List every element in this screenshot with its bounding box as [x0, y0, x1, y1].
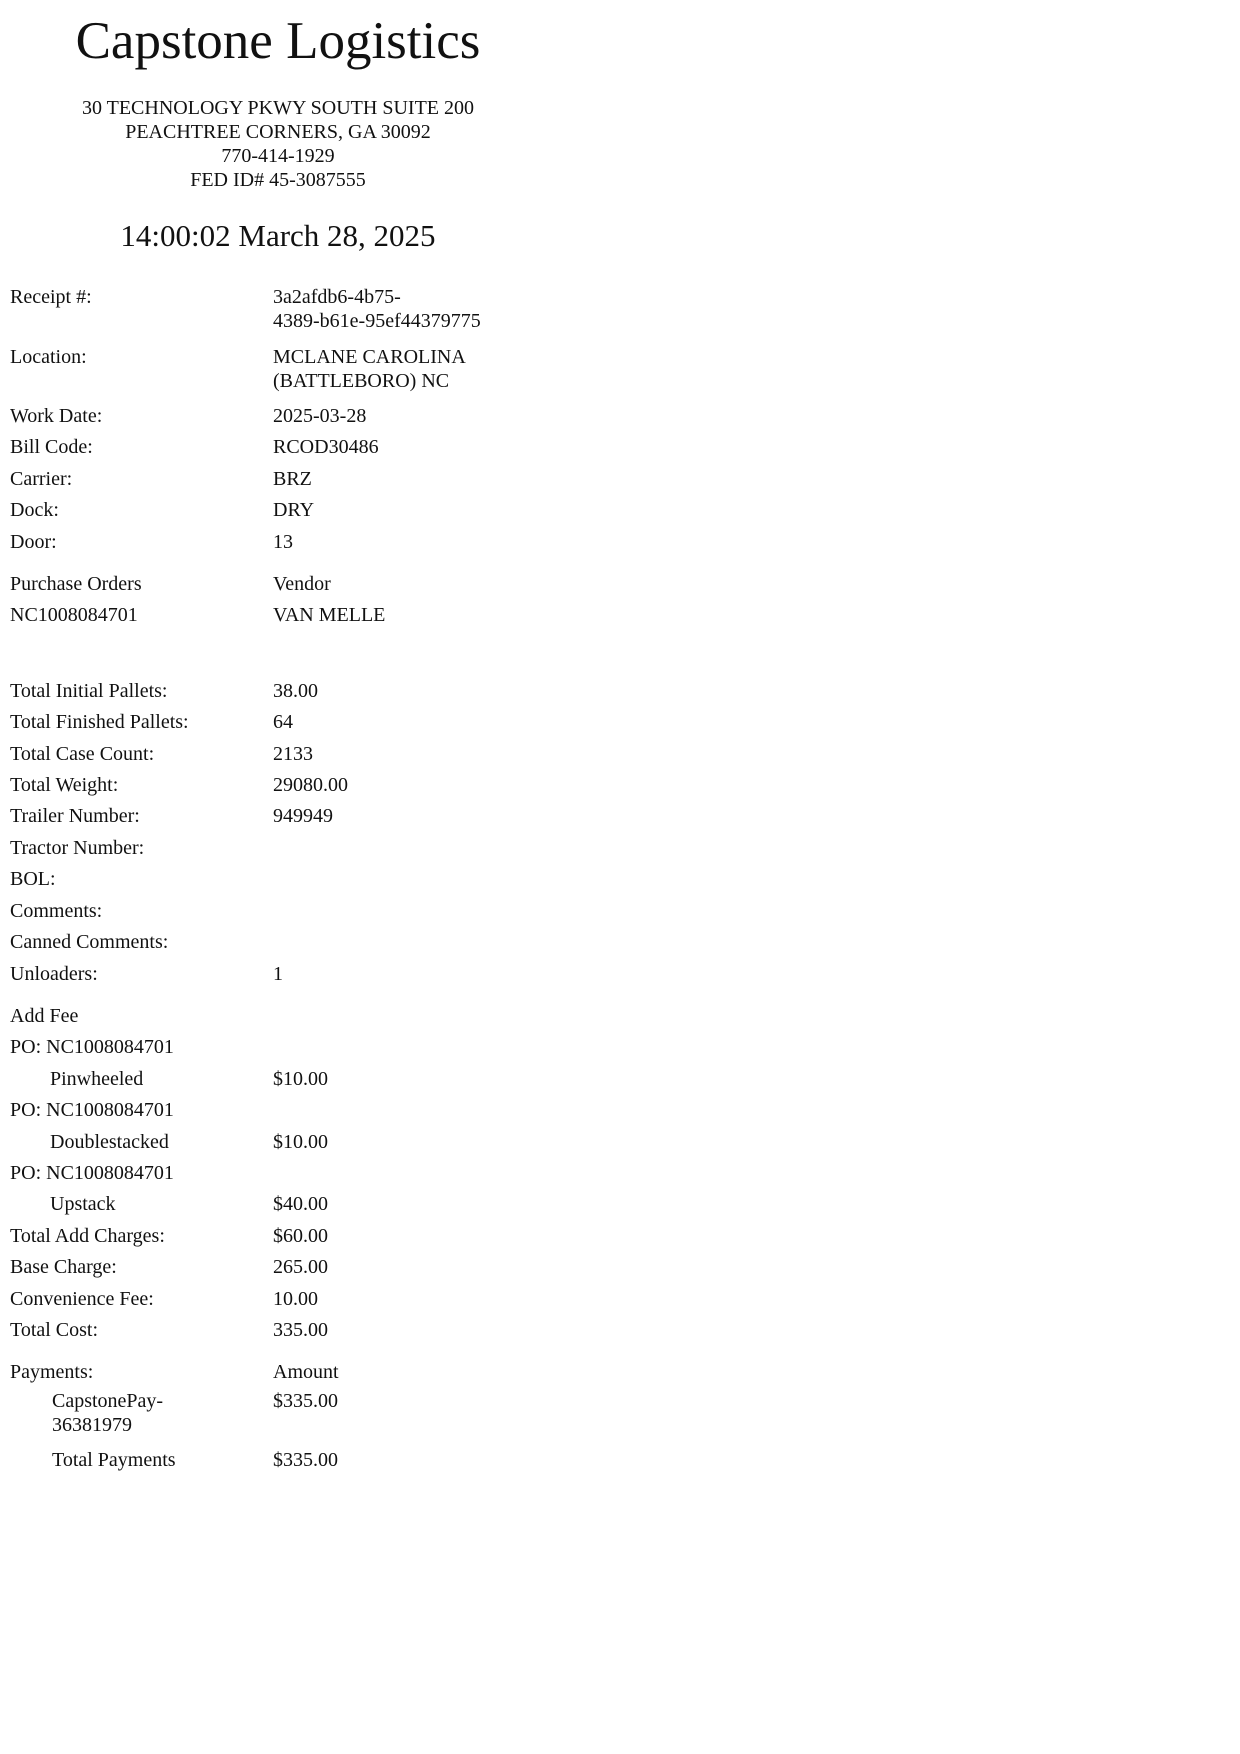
- total-payments-row: [10, 1445, 550, 1476]
- trailer-number-value: 949949: [273, 805, 333, 828]
- payment-method-line-1: CapstonePay-: [52, 1389, 164, 1412]
- fee-item-amount: $40.00: [273, 1193, 328, 1216]
- base-charge-label: Base Charge:: [10, 1256, 117, 1279]
- fee-item-row: [10, 1064, 550, 1095]
- fee-item-amount: $10.00: [273, 1067, 328, 1090]
- add-fee-heading-row: [10, 1001, 550, 1032]
- location-label: Location:: [10, 346, 87, 368]
- tractor-number-row: [10, 833, 550, 864]
- receipt-number-line-2: 4389-b61e-95ef44379775: [273, 310, 481, 332]
- fee-item-name: Upstack: [50, 1193, 116, 1216]
- fee-item-amount: $10.00: [273, 1130, 328, 1153]
- receipt-number-value: [273, 285, 550, 333]
- receipt-number-row: [10, 281, 550, 341]
- payment-method-line-2: 36381979: [52, 1413, 132, 1436]
- payments-header-row: [10, 1357, 550, 1388]
- dock-value: DRY: [273, 499, 315, 522]
- receipt-number-line-1: 3a2afdb6-4b75-: [273, 286, 401, 308]
- total-finished-pallets-row: [10, 707, 550, 738]
- fee-po-row: [10, 1032, 550, 1063]
- door-row: [10, 527, 550, 558]
- total-add-charges-label: Total Add Charges:: [10, 1224, 165, 1247]
- trailer-number-label: Trailer Number:: [10, 805, 140, 828]
- add-fee-heading: Add Fee: [10, 1004, 79, 1027]
- total-finished-pallets-value: 64: [273, 711, 293, 734]
- convenience-fee-value: 10.00: [273, 1287, 318, 1310]
- bill-code-row: [10, 432, 550, 463]
- fee-po-number: PO: NC1008084701: [10, 1036, 174, 1059]
- convenience-fee-label: Convenience Fee:: [10, 1287, 154, 1310]
- bol-row: [10, 864, 550, 895]
- bol-label: BOL:: [10, 868, 56, 891]
- total-initial-pallets-label: Total Initial Pallets:: [10, 679, 168, 702]
- carrier-value: BRZ: [273, 467, 312, 490]
- total-case-count-label: Total Case Count:: [10, 742, 155, 765]
- carrier-label: Carrier:: [10, 467, 73, 490]
- payment-method-amount: $335.00: [273, 1389, 338, 1412]
- total-case-count-value: 2133: [273, 742, 313, 765]
- total-case-count-row: [10, 739, 550, 770]
- purchase-order-row: [10, 600, 550, 631]
- location-row: [10, 341, 550, 401]
- tractor-number-label: Tractor Number:: [10, 836, 145, 859]
- unloaders-label: Unloaders:: [10, 962, 98, 985]
- base-charge-row: [10, 1252, 550, 1283]
- location-line-1: MCLANE CAROLINA: [273, 346, 466, 368]
- purchase-orders-header: [10, 569, 550, 600]
- total-weight-row: [10, 770, 550, 801]
- fee-po-row: [10, 1158, 550, 1189]
- total-payments-label: Total Payments: [52, 1448, 176, 1471]
- fee-item-name: Pinwheeled: [50, 1067, 144, 1090]
- phone-number: 770-414-1929: [221, 145, 335, 167]
- address-line-2: PEACHTREE CORNERS, GA 30092: [125, 121, 431, 143]
- dock-label: Dock:: [10, 499, 59, 522]
- bill-code-value: RCOD30486: [273, 436, 379, 459]
- total-cost-value: 335.00: [273, 1318, 328, 1341]
- comments-row: [10, 896, 550, 927]
- total-weight-value: 29080.00: [273, 774, 348, 797]
- purchase-orders-column-header: Purchase Orders: [10, 573, 142, 596]
- total-cost-row: [10, 1315, 550, 1346]
- carrier-row: [10, 464, 550, 495]
- receipt-timestamp: 14:00:02 March 28, 2025: [120, 218, 436, 253]
- receipt-number-label: Receipt #:: [10, 286, 92, 308]
- door-label: Door:: [10, 530, 57, 553]
- base-charge-value: 265.00: [273, 1256, 328, 1279]
- trailer-number-row: [10, 801, 550, 832]
- work-date-row: [10, 401, 550, 432]
- fee-po-number: PO: NC1008084701: [10, 1161, 174, 1184]
- total-cost-label: Total Cost:: [10, 1318, 99, 1341]
- receipt-body: [10, 281, 550, 1476]
- convenience-fee-row: [10, 1284, 550, 1315]
- dock-row: [10, 495, 550, 526]
- unloaders-row: [10, 959, 550, 990]
- total-payments-value: $335.00: [273, 1448, 338, 1471]
- vendor-column-header: Vendor: [273, 573, 331, 596]
- work-date-label: Work Date:: [10, 405, 103, 427]
- fee-item-row: [10, 1127, 550, 1158]
- fee-po-number: PO: NC1008084701: [10, 1099, 174, 1122]
- location-line-2: (BATTLEBORO) NC: [273, 370, 450, 392]
- canned-comments-label: Canned Comments:: [10, 931, 169, 954]
- address-line-1: 30 TECHNOLOGY PKWY SOUTH SUITE 200: [81, 97, 475, 119]
- fee-item-name: Doublestacked: [50, 1130, 169, 1153]
- total-initial-pallets-row: [10, 676, 550, 707]
- comments-label: Comments:: [10, 899, 103, 922]
- unloaders-value: 1: [273, 962, 283, 985]
- bill-code-label: Bill Code:: [10, 436, 93, 459]
- work-date-value: 2025-03-28: [273, 405, 367, 427]
- fee-item-row: [10, 1189, 550, 1220]
- total-add-charges-row: [10, 1221, 550, 1252]
- payments-amount-header: Amount: [273, 1361, 339, 1384]
- canned-comments-row: [10, 927, 550, 958]
- total-initial-pallets-value: 38.00: [273, 679, 318, 702]
- purchase-order-vendor: VAN MELLE: [273, 604, 386, 627]
- location-value: [273, 345, 550, 393]
- total-weight-label: Total Weight:: [10, 774, 119, 797]
- total-add-charges-value: $60.00: [273, 1224, 328, 1247]
- door-value: 13: [273, 530, 293, 553]
- fed-id: FED ID# 45-3087555: [190, 169, 366, 191]
- purchase-order-number: NC1008084701: [10, 604, 138, 627]
- payments-label: Payments:: [10, 1361, 94, 1384]
- payment-method: [10, 1389, 273, 1437]
- fee-po-row: [10, 1095, 550, 1126]
- total-finished-pallets-label: Total Finished Pallets:: [10, 711, 189, 734]
- company-name: Capstone Logistics: [75, 12, 481, 70]
- payment-method-row: [10, 1389, 550, 1445]
- company-address-block: [0, 96, 556, 192]
